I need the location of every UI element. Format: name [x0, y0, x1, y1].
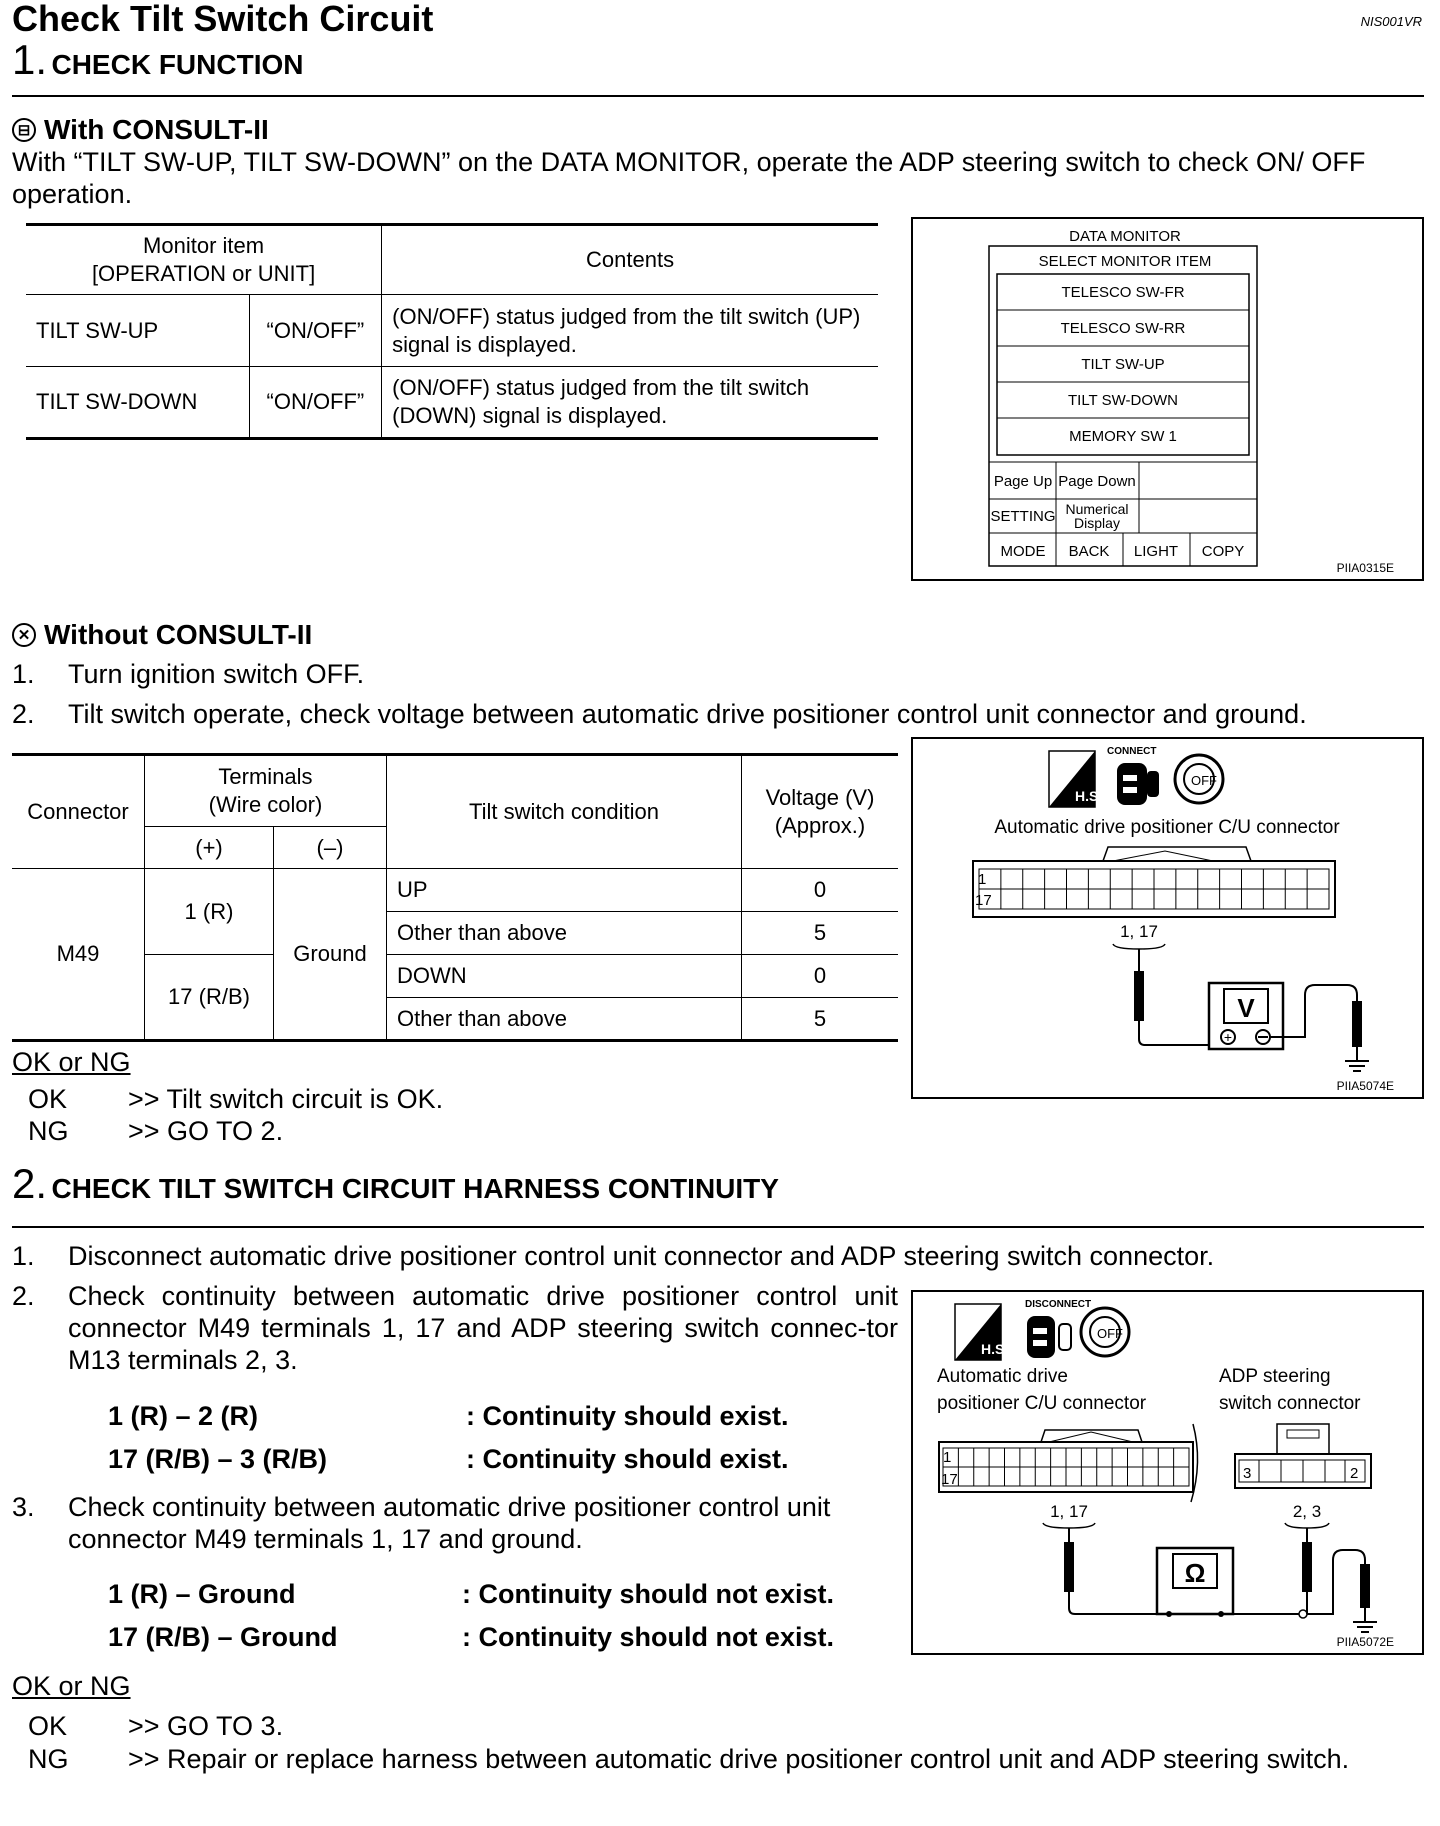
step1-rule — [12, 95, 1424, 97]
list-item — [12, 698, 1307, 730]
plus-header: (+) — [145, 827, 274, 869]
switch-connector-diagram — [1235, 1424, 1371, 1488]
voltage-cell: 5 — [742, 912, 899, 955]
consult-icon: ⊟ — [12, 118, 36, 142]
svg-text:17: 17 — [941, 1471, 958, 1488]
connector-header: Connector — [12, 755, 145, 869]
svg-text:17: 17 — [975, 892, 992, 909]
monitor-item: TILT SW-UP — [26, 295, 249, 367]
item-text: Check continuity between automatic drive positioner control unit connector M49 terminals 1, 17 and ground. — [68, 1492, 831, 1554]
cu-connector-diagram — [939, 1430, 1193, 1492]
dm-mode: MODE — [1000, 543, 1046, 560]
check-result: : Continuity should not exist. — [462, 1579, 834, 1609]
dm-back: BACK — [1068, 543, 1110, 560]
left-connector-label-2: positioner C/U connector — [937, 1393, 1147, 1414]
data-monitor-figure — [911, 217, 1424, 581]
dm-item: TELESCO SW-FR — [1061, 284, 1185, 301]
check-pair: 17 (R/B) – 3 (R/B) — [108, 1444, 328, 1474]
dm-setting: SETTING — [990, 508, 1056, 525]
dm-item: MEMORY SW 1 — [1069, 428, 1177, 445]
connect-icon — [1107, 746, 1159, 805]
svg-text:Ω: Ω — [1184, 1558, 1206, 1588]
ok-text: >> Tilt switch circuit is OK. — [128, 1084, 444, 1114]
ok-label: OK — [28, 1711, 68, 1741]
condition-cell: DOWN — [387, 955, 742, 998]
data-monitor-screen — [913, 219, 1422, 579]
dm-item: TILT SW-DOWN — [1068, 392, 1178, 409]
connector-diagram — [973, 847, 1335, 917]
svg-text:2: 2 — [1350, 1465, 1359, 1482]
terminal-cell: 17 (R/B) — [145, 955, 274, 1041]
condition-cell: Other than above — [387, 912, 742, 955]
check-pair: 1 (R) – Ground — [108, 1579, 296, 1609]
item-text: Check continuity between automatic drive positioner control unit connector M49 terminals 1, 17 and ADP steering switch connec-tor M13 terminals 2, 3. — [68, 1281, 898, 1375]
table-row — [12, 955, 898, 998]
step1-heading — [12, 36, 303, 84]
left-terminals-label: 1, 17 — [1050, 1502, 1088, 1521]
voltage-header — [742, 755, 899, 869]
table-row — [12, 869, 898, 912]
ignition-off-icon — [1175, 755, 1223, 803]
terminals-header-l2: (Wire color) — [208, 792, 323, 817]
item-number: 1. — [12, 659, 35, 689]
item-text: Turn ignition switch OFF. — [68, 659, 365, 689]
with-consult-heading — [12, 114, 269, 146]
terminals-label: 1, 17 — [1120, 922, 1158, 941]
condition-cell: UP — [387, 869, 742, 912]
left-connector-label-1: Automatic drive — [937, 1366, 1068, 1387]
contents-header: Contents — [382, 225, 878, 295]
dm-numerical: Numerical — [1065, 501, 1129, 517]
monitor-contents: (ON/OFF) status judged from the tilt switch (UP) signal is displayed. — [382, 295, 878, 367]
without-consult-label: Without CONSULT-II — [44, 619, 313, 650]
step2-title: CHECK TILT SWITCH CIRCUIT HARNESS CONTINUITY — [51, 1173, 779, 1204]
table-row — [26, 295, 878, 367]
voltage-header-l1: Voltage (V) — [765, 785, 875, 810]
dm-display: Display — [1074, 515, 1120, 531]
step1-title: CHECK FUNCTION — [51, 49, 304, 80]
item-text: Tilt switch operate, check voltage between automatic drive positioner control unit connector and ground. — [68, 699, 1307, 729]
monitor-item-header-l2: [OPERATION or UNIT] — [91, 261, 316, 286]
svg-text:OFF: OFF — [1097, 1326, 1123, 1341]
condition-header: Tilt switch condition — [387, 755, 742, 869]
item-number: 2. — [12, 1281, 35, 1311]
ground-cell: Ground — [274, 869, 387, 1041]
svg-text:H.S.: H.S. — [1075, 788, 1103, 804]
continuity-diagram — [913, 1292, 1422, 1653]
step2-heading — [12, 1160, 779, 1208]
terminal-cell: 1 (R) — [145, 869, 274, 955]
item-number: 1. — [12, 1241, 35, 1271]
voltage-cell: 5 — [742, 998, 899, 1041]
monitor-unit: “ON/OFF” — [249, 367, 382, 439]
list-item — [12, 1240, 1215, 1272]
connector-cell: M49 — [12, 869, 145, 1041]
monitor-item: TILT SW-DOWN — [26, 367, 249, 439]
voltage-diagram — [913, 739, 1422, 1097]
dm-light: LIGHT — [1133, 543, 1179, 560]
ng-text: >> GO TO 2. — [128, 1116, 284, 1146]
svg-text:CONNECT: CONNECT — [1107, 746, 1157, 757]
ohmmeter-icon — [1157, 1548, 1233, 1614]
dm-page-down: Page Down — [1058, 473, 1136, 490]
svg-text:+: + — [1223, 1029, 1233, 1045]
svg-text:3: 3 — [1243, 1465, 1252, 1482]
dm-item: TILT SW-UP — [1081, 356, 1165, 373]
ignition-off-icon — [1081, 1308, 1129, 1356]
dm-page-up: Page Up — [993, 473, 1053, 490]
ng-label: NG — [28, 1744, 69, 1774]
monitor-item-header — [26, 225, 382, 295]
svg-text:DISCONNECT: DISCONNECT — [1025, 1299, 1092, 1310]
page-title: Check Tilt Switch Circuit — [12, 0, 434, 39]
ok-text: >> GO TO 3. — [128, 1711, 284, 1741]
check-result: : Continuity should exist. — [466, 1444, 789, 1474]
voltmeter-icon — [1209, 983, 1283, 1049]
ok-ng-heading: OK or NG — [12, 1047, 131, 1077]
monitor-unit: “ON/OFF” — [249, 295, 382, 367]
monitor-contents: (ON/OFF) status judged from the tilt switch (DOWN) signal is displayed. — [382, 367, 878, 439]
terminals-header — [145, 755, 387, 827]
step2-rule — [12, 1226, 1424, 1228]
check-pair: 17 (R/B) – Ground — [108, 1622, 338, 1652]
table-row — [26, 367, 878, 439]
voltage-cell: 0 — [742, 955, 899, 998]
right-terminals-label: 2, 3 — [1292, 1502, 1322, 1521]
harness-side-icon — [955, 1304, 1008, 1360]
step2-number: 2. — [12, 1160, 48, 1207]
voltage-header-l2: (Approx.) — [774, 813, 866, 838]
condition-cell: Other than above — [387, 998, 742, 1041]
doc-id: NIS001VR — [1360, 14, 1422, 29]
step1-number: 1. — [12, 36, 48, 83]
voltage-cell: 0 — [742, 869, 899, 912]
svg-text:H.S.: H.S. — [981, 1341, 1009, 1357]
ok-ng-heading: OK or NG — [12, 1671, 131, 1701]
connector-label: Automatic drive positioner C/U connector — [994, 817, 1340, 838]
item-text: Disconnect automatic drive positioner control unit connector and ADP steering switch connector. — [68, 1241, 1215, 1271]
with-consult-label: With CONSULT-II — [44, 114, 269, 145]
figure-code: PIIA0315E — [1336, 561, 1394, 575]
item-number: 3. — [12, 1492, 35, 1522]
check-result: : Continuity should not exist. — [462, 1622, 834, 1652]
svg-text:OFF: OFF — [1191, 773, 1217, 788]
ng-text: >> Repair or replace harness between automatic drive positioner control unit and ADP steering switch. — [128, 1744, 1350, 1774]
right-connector-label-2: switch connector — [1219, 1393, 1361, 1414]
figure-code: PIIA5072E — [1336, 1635, 1394, 1649]
continuity-check-figure — [911, 1290, 1424, 1655]
minus-header: (–) — [274, 827, 387, 869]
item-number: 2. — [12, 699, 35, 729]
harness-side-icon — [1049, 751, 1102, 807]
svg-text:1: 1 — [978, 871, 987, 888]
monitor-item-header-l1: Monitor item — [143, 233, 265, 258]
no-consult-icon: ✕ — [12, 623, 36, 647]
with-consult-text: With “TILT SW-UP, TILT SW-DOWN” on the DATA MONITOR, operate the ADP steering switch to check ON/ OFF operation. — [12, 147, 1366, 209]
dm-copy: COPY — [1201, 543, 1245, 560]
svg-text:1: 1 — [943, 1449, 952, 1466]
terminals-header-l1: Terminals — [218, 764, 313, 789]
check-result: : Continuity should exist. — [466, 1401, 789, 1431]
dm-select: SELECT MONITOR ITEM — [1038, 253, 1212, 270]
voltage-check-figure — [911, 737, 1424, 1099]
dm-item: TELESCO SW-RR — [1060, 320, 1186, 337]
monitor-table — [26, 223, 878, 440]
ng-label: NG — [28, 1116, 69, 1146]
voltage-table — [12, 753, 898, 1042]
svg-text:V: V — [1237, 993, 1255, 1023]
ok-label: OK — [28, 1084, 68, 1114]
dm-title: DATA MONITOR — [1069, 228, 1181, 245]
right-connector-label-1: ADP steering — [1219, 1366, 1331, 1387]
without-consult-heading — [12, 619, 312, 651]
check-pair: 1 (R) – 2 (R) — [108, 1401, 259, 1431]
list-item — [12, 658, 365, 690]
figure-code: PIIA5074E — [1336, 1079, 1394, 1093]
